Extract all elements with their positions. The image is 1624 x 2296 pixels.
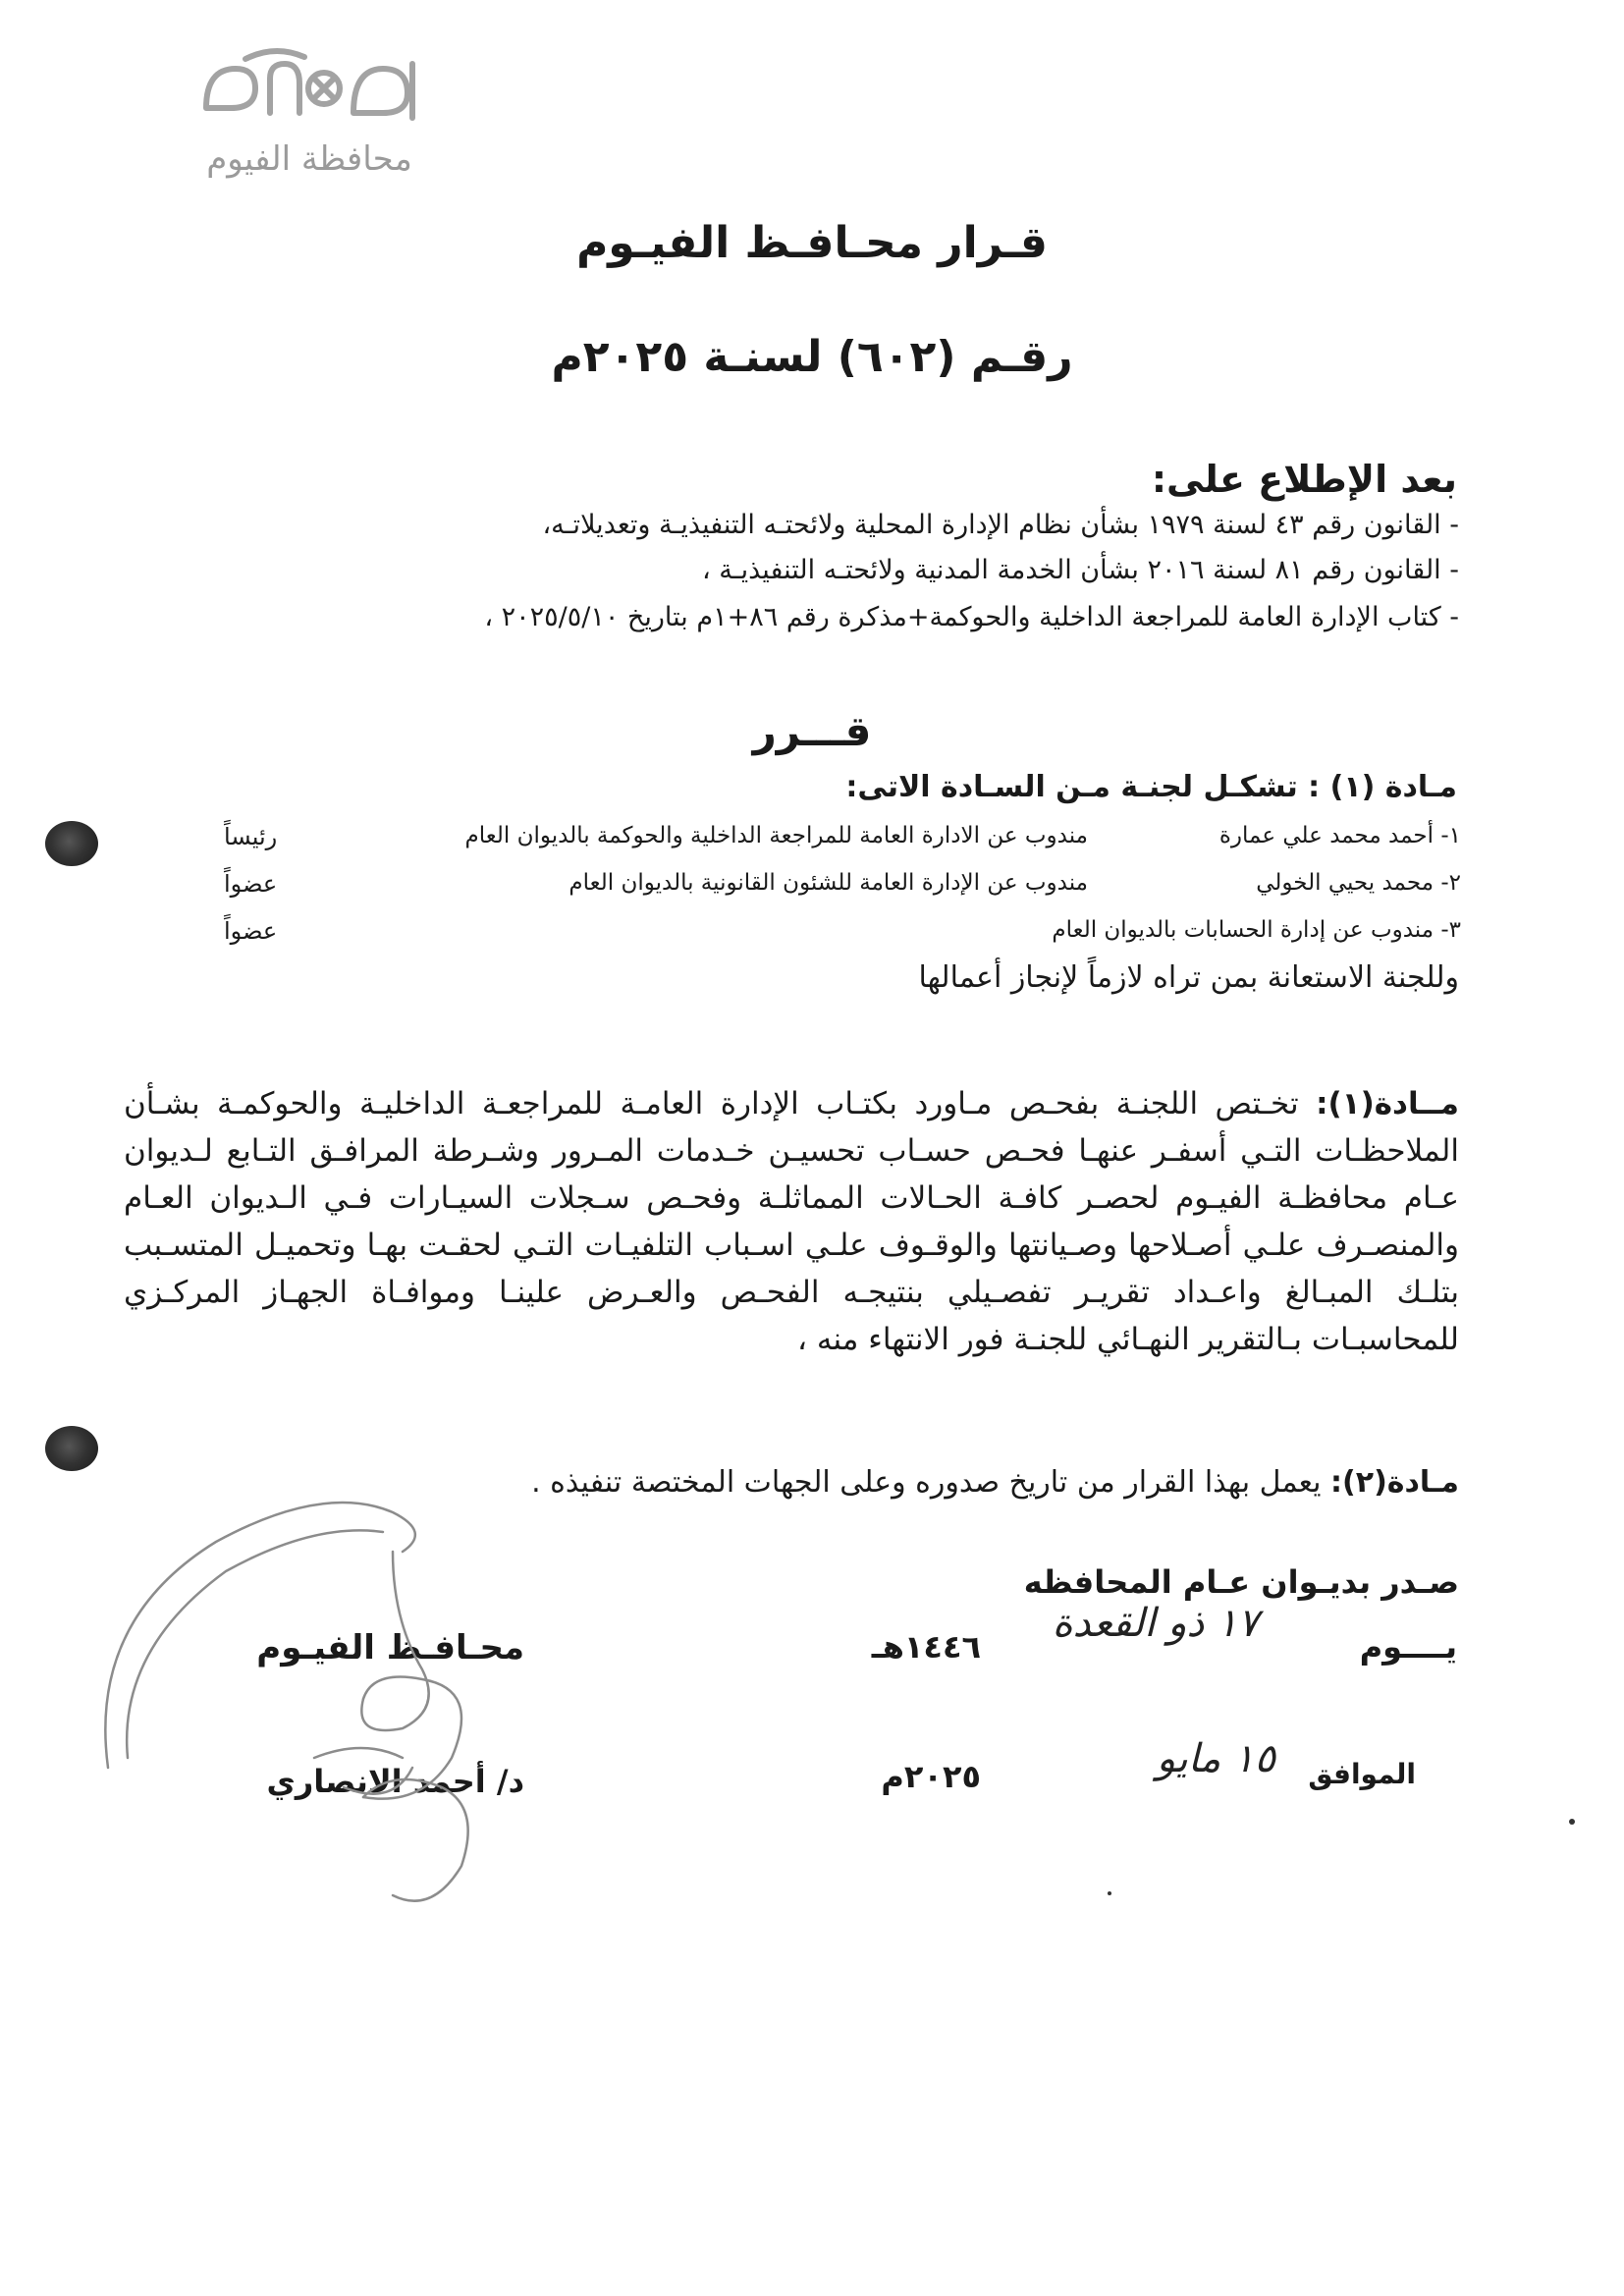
article-2-text: يعمل بهذا القرار من تاريخ صدوره وعلى الجهات المختصة تنفيذه . bbox=[531, 1465, 1322, 1500]
committee-member bbox=[145, 870, 1461, 909]
member-name: ٢- محمد يحيي الخولي bbox=[1256, 870, 1461, 896]
article-1-heading: مـادة (١) : تشكـل لجنـة مـن السـادة الاتى: bbox=[845, 770, 1457, 804]
decides-heading: قـــرر bbox=[752, 707, 872, 755]
governor-title: محـافـظ الفيـوم bbox=[256, 1628, 524, 1667]
recital-item: - القانون رقم ٨١ لسنة ٢٠١٦ بشأن الخدمة المدنية ولائحتـه التنفيذيـة ، bbox=[701, 555, 1459, 585]
speck bbox=[1108, 1891, 1111, 1895]
article-tasks-label: مــادة(١): bbox=[1316, 1086, 1459, 1121]
hijri-date-handwritten: ١٧ ذو القعدة bbox=[1052, 1601, 1259, 1646]
article-2 bbox=[531, 1465, 1459, 1500]
member-position: عضواً bbox=[224, 917, 278, 945]
issued-at: صـدر بديـوان عـام المحافظه bbox=[1023, 1563, 1459, 1601]
committee-assistance-note: وللجنة الاستعانة بمن تراه لازماً لإنجاز أعمالها bbox=[918, 960, 1459, 995]
member-name: ١- أحمد محمد علي عمارة bbox=[1218, 823, 1461, 848]
committee-member bbox=[145, 917, 1461, 957]
member-name: ٣- مندوب عن إدارة الحسابات بالديوان العام bbox=[1052, 917, 1461, 943]
gregorian-date-handwritten: ١٥ مايو bbox=[1156, 1736, 1275, 1781]
article-2-label: مـادة(٢): bbox=[1330, 1465, 1459, 1500]
recital-item: - القانون رقم ٤٣ لسنة ١٩٧٩ بشأن نظام الإدارة المحلية ولائحتـه التنفيذيـة وتعديلاتـه، bbox=[542, 510, 1459, 540]
article-tasks-text: تخـتص اللجنـة بفحـص مـاورد بكتـاب الإدارة العامـة للمراجعـة الداخليـة والحوكمـة بشـأن الملاحظـات التـي أسفـر عنهـا فحـص حسـاب تحسيـن خـدمات المـرور وشـرطة المرافـق التـابع لـديوان عـام محافظـة الفيـوم لحصـر كافـة الحـالات المماثلـة وفحـص سـجلات السيـارات فـي الـديوان العـام والمنصـرف علـي أصـلاحها وصـيانتها والوقـوف علـي اسـباب التلفيـات التـي لحقـت بهـا وتحميـل المتسـبب بتلـك المبـالغ واعـداد تقريـر تفصـيلي بنتيجـه الفحـص والعـرض علينـا وموافـاة الجهـاز المركـزي للمحاسبـات بـالتقرير النهـائي للجنـة فور الانتهاء منه ، bbox=[124, 1086, 1459, 1357]
decision-title: قـرار محـافـظ الفيـوم bbox=[576, 218, 1048, 268]
member-role: مندوب عن الإدارة العامة للشئون القانونية بالديوان العام bbox=[568, 870, 1088, 896]
committee-member bbox=[145, 823, 1461, 862]
member-position: عضواً bbox=[224, 870, 278, 898]
punch-hole bbox=[45, 821, 98, 866]
day-label: يــــوم bbox=[1359, 1628, 1457, 1666]
logo-caption: محافظة الفيوم bbox=[206, 139, 412, 179]
gregorian-year: ٢٠٢٥م bbox=[881, 1758, 981, 1795]
recital-item: - كتاب الإدارة العامة للمراجعة الداخلية والحوكمة+مذكرة رقم ٨٦+١م بتاريخ ٢٠٢٥/٥/١٠ ، bbox=[484, 602, 1459, 632]
speck bbox=[1569, 1819, 1575, 1825]
decision-number: رقـم (٦٠٢) لسنـة ٢٠٢٥م bbox=[551, 332, 1073, 382]
punch-hole bbox=[45, 1426, 98, 1471]
recitals-heading: بعد الإطلاع على: bbox=[1151, 458, 1457, 501]
logo-calligraphy-icon bbox=[187, 39, 432, 137]
governorate-logo bbox=[187, 39, 432, 187]
governor-name: د/ أحمد الانصاري bbox=[266, 1763, 524, 1800]
hijri-year: ١٤٤٦هـ bbox=[871, 1628, 981, 1666]
member-role: مندوب عن الادارة العامة للمراجعة الداخلية والحوكمة بالديوان العام bbox=[464, 823, 1088, 848]
article-tasks bbox=[124, 1080, 1459, 1363]
signature-icon bbox=[69, 1473, 619, 1944]
member-position: رئيساً bbox=[224, 823, 278, 850]
corresponding-label: الموافق bbox=[1308, 1758, 1416, 1790]
